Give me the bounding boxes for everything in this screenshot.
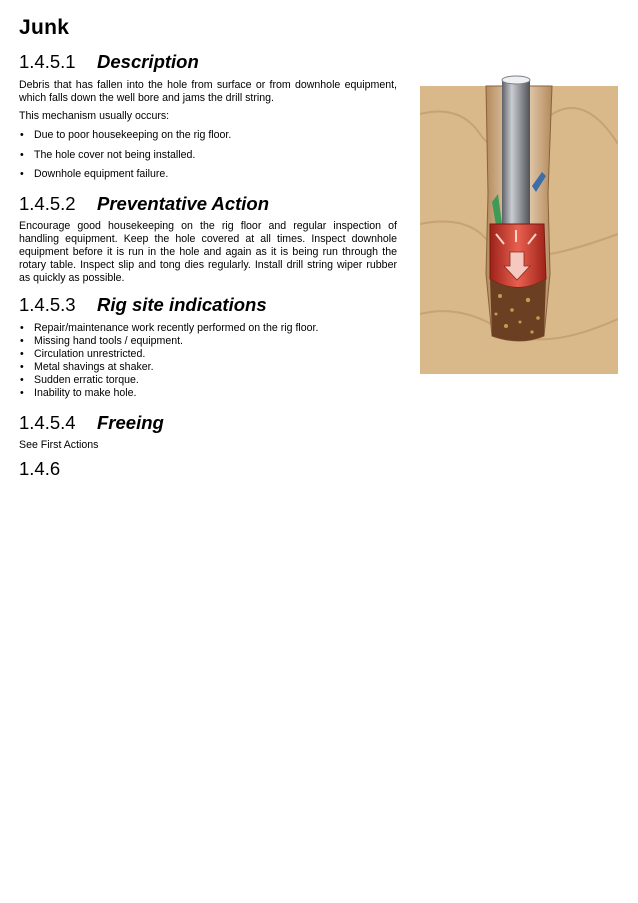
bullet-icon: • [20, 387, 24, 399]
description-paragraph: Debris that has fallen into the hole from surface or from downhole equipment, which falls down the well bore and jams the drill string. [19, 79, 397, 104]
pipe-top [502, 76, 530, 84]
bullet-icon: • [20, 361, 24, 373]
section-title: Preventative Action [97, 193, 270, 214]
bullet-icon: • [20, 322, 24, 334]
list-item: • Downhole equipment failure. [20, 168, 169, 180]
drill-pipe [502, 80, 530, 230]
list-item: • Due to poor housekeeping on the rig floor. [20, 129, 232, 141]
section-title: Description [97, 51, 199, 72]
section-heading-preventative [19, 193, 269, 215]
section-heading-description [19, 51, 199, 73]
list-item: • Repair/maintenance work recently performed on the rig floor. [20, 322, 319, 334]
section-number: 1.4.5.4 [19, 412, 76, 433]
section-title: Rig site indications [97, 294, 267, 315]
bullet-icon: • [20, 374, 24, 386]
bullet-icon: • [20, 129, 24, 141]
description-bullet-list [19, 129, 231, 188]
freeing-paragraph: See First Actions [19, 439, 99, 451]
list-item: • The hole cover not being installed. [20, 148, 196, 161]
list-item: • Missing hand tools / equipment. [20, 335, 183, 347]
bullet-icon: • [20, 168, 24, 180]
list-item: • Inability to make hole. [20, 387, 137, 399]
section-heading-freeing [19, 412, 164, 434]
debris-fill [490, 279, 546, 341]
section-heading-next [19, 458, 97, 480]
junk-in-wellbore-illustration [420, 74, 618, 374]
section-heading-indications [19, 294, 267, 316]
preventative-paragraph: Encourage good housekeeping on the rig floor and regular inspection of handling equipment. Keep the hole covered at all times. Inspect downhole equipment before it is run in the hole and again as it is being run through the rotary table. Inspect slip and tong dies regularly. Install drill string wiper rubber as quickly as possible. [19, 220, 397, 284]
bullet-icon: • [20, 348, 24, 360]
list-item: • Circulation unrestricted. [20, 348, 146, 360]
bullet-icon: • [20, 335, 24, 347]
page-title: Junk [19, 16, 70, 39]
section-title: Freeing [97, 412, 164, 433]
section-number: 1.4.5.3 [19, 294, 76, 315]
section-number: 1.4.6 [19, 458, 61, 479]
list-item: • Metal shavings at shaker. [20, 361, 154, 373]
indications-bullet-list [19, 322, 318, 400]
list-item: • Sudden erratic torque. [20, 374, 139, 386]
description-intro: This mechanism usually occurs: [19, 110, 170, 122]
section-number: 1.4.5.2 [19, 193, 76, 214]
section-number: 1.4.5.1 [19, 51, 76, 72]
bullet-icon: • [20, 148, 24, 161]
